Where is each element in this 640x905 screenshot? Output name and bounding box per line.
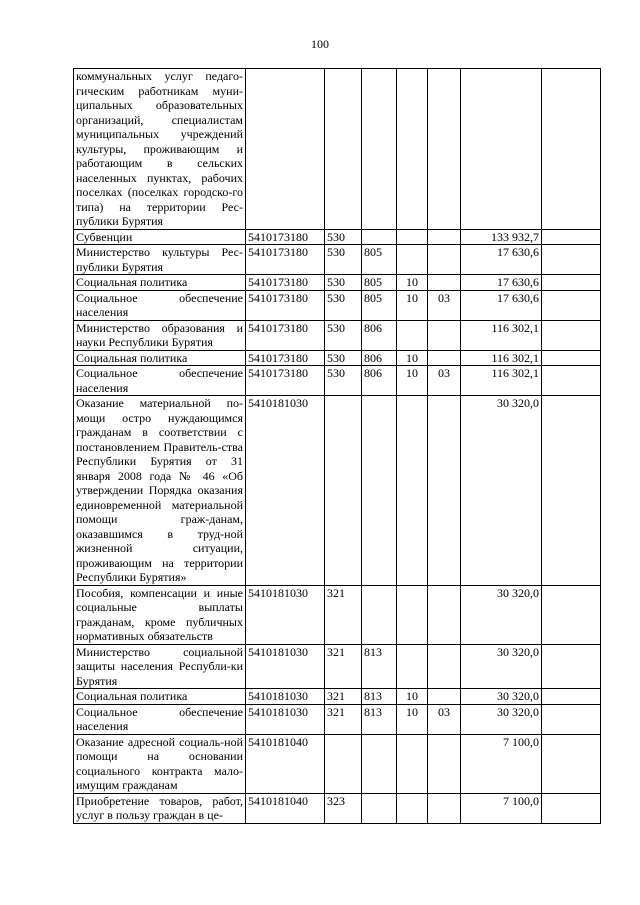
section-cell bbox=[397, 245, 428, 275]
page-number: 100 bbox=[311, 37, 329, 51]
row-name-cell: Пособия, компенсации и иные социальные выплаты гражданам, кроме публичных нормативных обязательств bbox=[74, 585, 246, 644]
amount-cell: 30 320,0 bbox=[461, 644, 542, 689]
ministry-code-cell: 805 bbox=[362, 290, 397, 320]
ministry-code-cell: 805 bbox=[362, 245, 397, 275]
target-code-cell: 5410173180 bbox=[246, 245, 325, 275]
table-row bbox=[74, 245, 601, 275]
subsection-cell bbox=[428, 734, 461, 793]
row-name-cell: Социальная политика bbox=[74, 689, 246, 705]
row-name-cell: Социальное обеспечение населения bbox=[74, 366, 246, 396]
subsection-cell bbox=[428, 320, 461, 350]
section-cell: 10 bbox=[397, 350, 428, 366]
table-row bbox=[74, 229, 601, 245]
subsection-cell bbox=[428, 793, 461, 823]
subsection-cell bbox=[428, 275, 461, 291]
amount-cell: 116 302,1 bbox=[461, 350, 542, 366]
expense-type-cell: 323 bbox=[325, 793, 362, 823]
ministry-code-cell bbox=[362, 229, 397, 245]
empty-cell bbox=[542, 734, 601, 793]
target-code-cell: 5410173180 bbox=[246, 320, 325, 350]
target-code-cell: 5410181030 bbox=[246, 689, 325, 705]
expense-type-cell: 530 bbox=[325, 350, 362, 366]
subsection-cell bbox=[428, 644, 461, 689]
subsection-cell bbox=[428, 689, 461, 705]
amount-cell: 30 320,0 bbox=[461, 585, 542, 644]
target-code-cell: 5410173180 bbox=[246, 290, 325, 320]
table-row bbox=[74, 290, 601, 320]
expense-type-cell: 530 bbox=[325, 245, 362, 275]
table-row bbox=[74, 585, 601, 644]
section-cell bbox=[397, 396, 428, 586]
ministry-code-cell bbox=[362, 793, 397, 823]
expense-type-cell: 530 bbox=[325, 290, 362, 320]
table-row bbox=[74, 275, 601, 291]
empty-cell bbox=[542, 350, 601, 366]
empty-cell bbox=[542, 69, 601, 230]
target-code-cell: 5410181040 bbox=[246, 734, 325, 793]
expense-type-cell: 530 bbox=[325, 275, 362, 291]
budget-table bbox=[73, 68, 601, 824]
empty-cell bbox=[542, 245, 601, 275]
table-row bbox=[74, 734, 601, 793]
table-row bbox=[74, 366, 601, 396]
target-code-cell: 5410181030 bbox=[246, 396, 325, 586]
table-row bbox=[74, 644, 601, 689]
amount-cell: 116 302,1 bbox=[461, 366, 542, 396]
amount-cell: 133 932,7 bbox=[461, 229, 542, 245]
section-cell: 10 bbox=[397, 689, 428, 705]
target-code-cell: 5410181030 bbox=[246, 644, 325, 689]
table-row bbox=[74, 69, 601, 230]
expense-type-cell: 530 bbox=[325, 366, 362, 396]
ministry-code-cell: 806 bbox=[362, 350, 397, 366]
table-row bbox=[74, 704, 601, 734]
target-code-cell: 5410173180 bbox=[246, 366, 325, 396]
subsection-cell bbox=[428, 350, 461, 366]
subsection-cell bbox=[428, 69, 461, 230]
row-name-cell: Министерство социальной защиты населения Республи-ки Бурятия bbox=[74, 644, 246, 689]
ministry-code-cell: 813 bbox=[362, 644, 397, 689]
ministry-code-cell bbox=[362, 396, 397, 586]
empty-cell bbox=[542, 704, 601, 734]
table-row bbox=[74, 396, 601, 586]
empty-cell bbox=[542, 290, 601, 320]
target-code-cell: 5410181030 bbox=[246, 585, 325, 644]
subsection-cell: 03 bbox=[428, 290, 461, 320]
target-code-cell: 5410173180 bbox=[246, 350, 325, 366]
target-code-cell: 5410173180 bbox=[246, 229, 325, 245]
row-name-cell: Социальное обеспечение населения bbox=[74, 290, 246, 320]
target-code-cell: 5410173180 bbox=[246, 275, 325, 291]
ministry-code-cell bbox=[362, 69, 397, 230]
amount-cell: 30 320,0 bbox=[461, 689, 542, 705]
row-name-cell: Социальное обеспечение населения bbox=[74, 704, 246, 734]
amount-cell: 17 630,6 bbox=[461, 275, 542, 291]
expense-type-cell: 321 bbox=[325, 689, 362, 705]
row-name-cell: коммунальных услуг педаго-гическим работникам муни-ципальных образовательных организаций, специалистам муниципальных учреждений культуры, проживающим и работающим в сельских населенных пунктах, рабочих поселках (поселках городско-го типа) на территории Рес-публики Бурятия bbox=[74, 69, 246, 230]
subsection-cell bbox=[428, 245, 461, 275]
ministry-code-cell: 806 bbox=[362, 320, 397, 350]
section-cell: 10 bbox=[397, 290, 428, 320]
section-cell bbox=[397, 734, 428, 793]
subsection-cell bbox=[428, 229, 461, 245]
subsection-cell: 03 bbox=[428, 704, 461, 734]
row-name-cell: Социальная политика bbox=[74, 275, 246, 291]
row-name-cell: Министерство культуры Рес-публики Бурятия bbox=[74, 245, 246, 275]
ministry-code-cell: 813 bbox=[362, 704, 397, 734]
empty-cell bbox=[542, 689, 601, 705]
expense-type-cell bbox=[325, 734, 362, 793]
table-row bbox=[74, 320, 601, 350]
ministry-code-cell: 813 bbox=[362, 689, 397, 705]
row-name-cell: Оказание адресной социаль-ной помощи на основании социального контракта мало-имущим гражданам bbox=[74, 734, 246, 793]
empty-cell bbox=[542, 585, 601, 644]
table-row bbox=[74, 689, 601, 705]
amount-cell: 30 320,0 bbox=[461, 704, 542, 734]
section-cell bbox=[397, 229, 428, 245]
amount-cell: 7 100,0 bbox=[461, 734, 542, 793]
ministry-code-cell: 805 bbox=[362, 275, 397, 291]
empty-cell bbox=[542, 366, 601, 396]
section-cell bbox=[397, 69, 428, 230]
row-name-cell: Оказание материальной по-мощи остро нуждающимся гражданам в соответствии с постановлением Правитель-ства Республики Бурятия от 31 января 2008 года № 46 «Об утверждении Порядка оказания единовременной материальной помощи граж-данам, оказавшимся в труд-ной жизненной ситуации, проживающим на территории Республики Бурятия» bbox=[74, 396, 246, 586]
amount-cell: 17 630,6 bbox=[461, 245, 542, 275]
empty-cell bbox=[542, 275, 601, 291]
row-name-cell: Социальная политика bbox=[74, 350, 246, 366]
empty-cell bbox=[542, 644, 601, 689]
row-name-cell: Субвенции bbox=[74, 229, 246, 245]
section-cell bbox=[397, 644, 428, 689]
empty-cell bbox=[542, 396, 601, 586]
subsection-cell bbox=[428, 396, 461, 586]
expense-type-cell: 321 bbox=[325, 585, 362, 644]
section-cell: 10 bbox=[397, 275, 428, 291]
target-code-cell: 5410181040 bbox=[246, 793, 325, 823]
row-name-cell: Приобретение товаров, работ, услуг в пользу граждан в це- bbox=[74, 793, 246, 823]
expense-type-cell bbox=[325, 69, 362, 230]
section-cell: 10 bbox=[397, 366, 428, 396]
section-cell bbox=[397, 320, 428, 350]
empty-cell bbox=[542, 793, 601, 823]
table-row bbox=[74, 350, 601, 366]
expense-type-cell: 530 bbox=[325, 229, 362, 245]
subsection-cell bbox=[428, 585, 461, 644]
expense-type-cell: 530 bbox=[325, 320, 362, 350]
section-cell bbox=[397, 585, 428, 644]
amount-cell: 116 302,1 bbox=[461, 320, 542, 350]
expense-type-cell: 321 bbox=[325, 644, 362, 689]
amount-cell: 7 100,0 bbox=[461, 793, 542, 823]
ministry-code-cell bbox=[362, 585, 397, 644]
amount-cell bbox=[461, 69, 542, 230]
table-row bbox=[74, 793, 601, 823]
ministry-code-cell bbox=[362, 734, 397, 793]
empty-cell bbox=[542, 229, 601, 245]
subsection-cell: 03 bbox=[428, 366, 461, 396]
section-cell bbox=[397, 793, 428, 823]
row-name-cell: Министерство образования и науки Республики Бурятия bbox=[74, 320, 246, 350]
section-cell: 10 bbox=[397, 704, 428, 734]
expense-type-cell bbox=[325, 396, 362, 586]
empty-cell bbox=[542, 320, 601, 350]
target-code-cell bbox=[246, 69, 325, 230]
target-code-cell: 5410181030 bbox=[246, 704, 325, 734]
amount-cell: 17 630,6 bbox=[461, 290, 542, 320]
ministry-code-cell: 806 bbox=[362, 366, 397, 396]
amount-cell: 30 320,0 bbox=[461, 396, 542, 586]
expense-type-cell: 321 bbox=[325, 704, 362, 734]
